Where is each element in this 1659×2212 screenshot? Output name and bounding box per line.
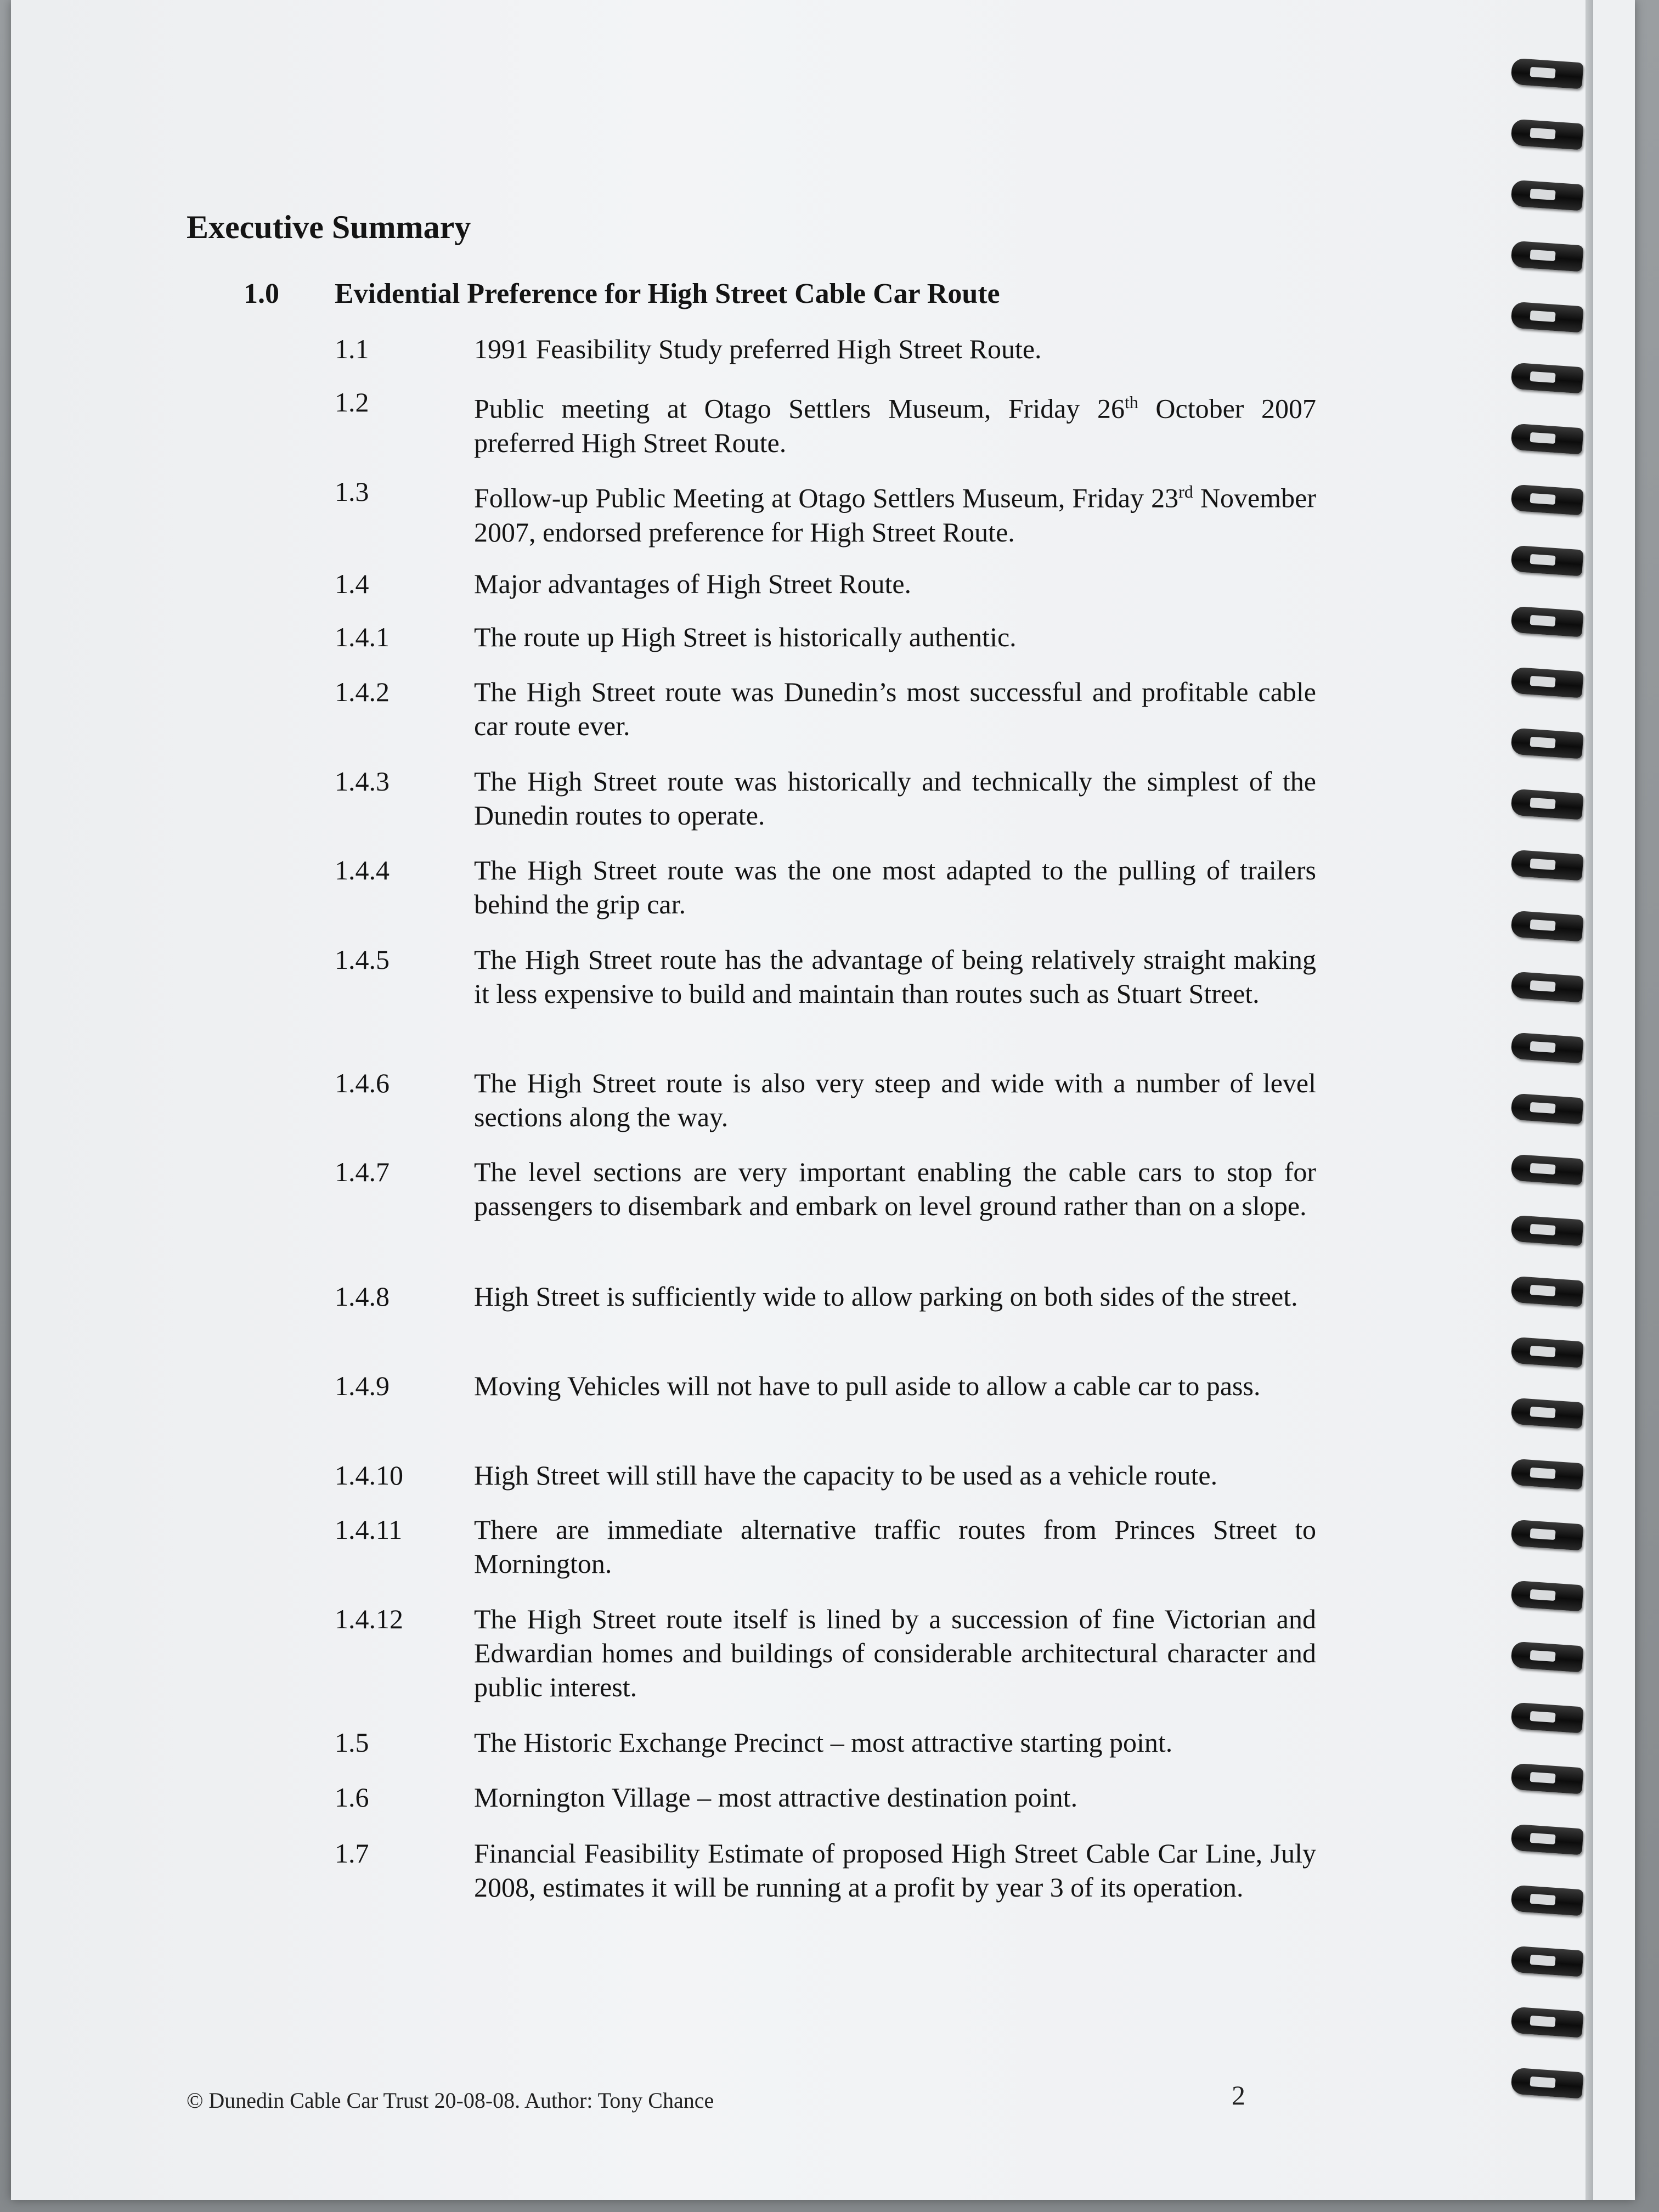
item-text: Financial Feasibility Estimate of proposed High Street Cable Car Line, July 2008, estimates it will be running at a profit by year 3 of its operation. [474,1838,1316,1903]
item-number: 1.4.3 [335,766,390,797]
item-text: The Historic Exchange Precinct – most attractive starting point. [474,1727,1173,1758]
binding-coil [1510,58,1583,89]
item-number: 1.4.6 [335,1068,390,1098]
binding-coil [1510,1032,1583,1064]
binding-coil [1510,241,1583,272]
binding-coil [1510,1215,1583,1246]
item-text: Mornington Village – most attractive destination point. [474,1782,1078,1813]
item-text: The High Street route has the advantage of being relatively straight making it less expensive to build and maintain than routes such as Stuart Street. [474,944,1316,1009]
binding-coil [1510,363,1583,394]
item-text: The High Street route was the one most adapted to the pulling of trailers behind the grip car. [474,855,1316,919]
binding-coil [1510,1946,1583,1977]
document-page [11,0,1635,2200]
item-number: 1.4.4 [335,855,390,885]
item-number: 1.4.8 [335,1281,390,1312]
item-number: 1.4.7 [335,1156,390,1187]
binding-coil [1510,1520,1583,1551]
section-number: 1.0 [244,278,279,309]
binding-coil [1510,1459,1583,1490]
binding-coil [1510,1093,1583,1125]
item-text: 1991 Feasibility Study preferred High Street Route. [474,334,1042,364]
binding-coil [1510,1824,1583,1855]
binding-coil [1510,1885,1583,1916]
binding-coil [1510,1581,1583,1612]
item-text: The route up High Street is historically authentic. [474,622,1017,652]
item-text: Follow-up Public Meeting at Otago Settlers Museum, Friday 23rd November 2007, endorsed preference for High Street Route. [474,482,1316,548]
page-number: 2 [1232,2080,1245,2111]
item-text: There are immediate alternative traffic routes from Princes Street to Mornington. [474,1514,1316,1579]
binding-coil [1510,972,1583,1003]
item-text: The High Street route itself is lined by a succession of fine Victorian and Edwardian homes and buildings of considerable architectural character and public interest. [474,1604,1316,1702]
binding-coil [1510,789,1583,820]
item-number: 1.1 [335,334,369,364]
binding-coil [1510,2007,1583,2038]
item-number: 1.7 [335,1838,369,1869]
binding-coil [1510,302,1583,333]
binding-coil [1510,1641,1583,1673]
binding-coil [1510,667,1583,698]
item-text: The High Street route was Dunedin’s most successful and profitable cable car route ever. [474,676,1316,741]
item-number: 1.4.1 [335,622,390,652]
footer-copyright: © Dunedin Cable Car Trust 20-08-08. Author: Tony Chance [187,2088,714,2113]
item-number: 1.4.9 [335,1370,390,1401]
item-text: Moving Vehicles will not have to pull aside to allow a cable car to pass. [474,1370,1261,1401]
binding-coil [1510,119,1583,150]
item-number: 1.2 [335,387,369,417]
binding-coil [1510,1337,1583,1368]
binding-coil [1510,424,1583,455]
binding-coil [1510,1763,1583,1795]
page-heading: Executive Summary [187,209,471,245]
item-text: High Street will still have the capacity to be used as a vehicle route. [474,1460,1218,1491]
item-text: Public meeting at Otago Settlers Museum, Friday 26th October 2007 preferred High Street Route. [474,392,1316,458]
item-number: 1.5 [335,1727,369,1758]
item-text: The High Street route was historically and technically the simplest of the Dunedin routes to operate. [474,766,1316,831]
binding-coil [1510,1702,1583,1734]
section-title: Evidential Preference for High Street Cable Car Route [335,278,1000,309]
item-number: 1.3 [335,476,369,507]
binding-coil [1510,1398,1583,1429]
binding-coil [1510,728,1583,759]
binding-coil [1510,911,1583,942]
item-number: 1.4.11 [335,1514,403,1545]
binding-coil [1510,180,1583,211]
back-cover-edge [1585,0,1593,2200]
item-number: 1.4.2 [335,676,390,707]
item-text: High Street is sufficiently wide to allow parking on both sides of the street. [474,1281,1298,1312]
item-number: 1.6 [335,1782,369,1813]
binding-coil [1510,850,1583,881]
binding-coil [1510,1154,1583,1186]
item-number: 1.4 [335,568,369,599]
binding-coil [1510,2068,1583,2099]
item-text: Major advantages of High Street Route. [474,568,912,599]
item-number: 1.4.10 [335,1460,403,1491]
item-text: The High Street route is also very steep and wide with a number of level sections along the way. [474,1068,1316,1132]
item-number: 1.4.5 [335,944,390,975]
binding-coil [1510,606,1583,637]
binding-coil [1510,545,1583,577]
item-text: The level sections are very important enabling the cable cars to stop for passengers to disembark and embark on level ground rather than on a slope. [474,1156,1316,1221]
binding-coil [1510,484,1583,516]
binding-coil [1510,1276,1583,1307]
item-number: 1.4.12 [335,1604,403,1634]
